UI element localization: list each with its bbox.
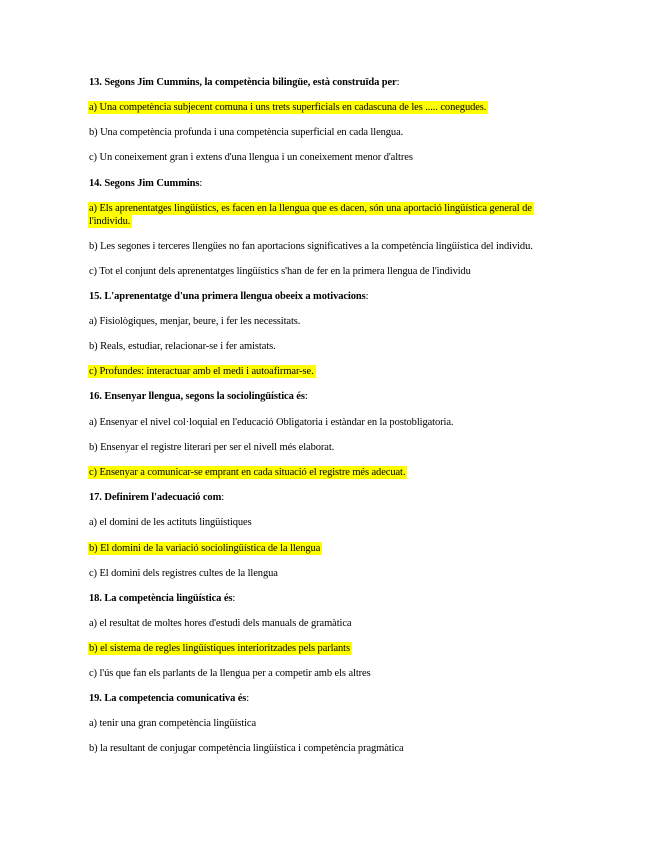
- question-17-title: 17. Definirem l'adecuació com:: [89, 492, 225, 503]
- question-14-option-c: c) Tot el conjunt dels aprenentatges lingüístics s'han de fer en la primera llengua de l'individu: [89, 266, 471, 277]
- question-13-title: 13. Segons Jim Cummins, la competència bilingüe, està construïda per:: [89, 77, 400, 88]
- question-16-option-c: c) Ensenyar a comunicar-se emprant en cada situació el registre més adecuat.: [89, 467, 406, 478]
- question-18-title: 18. La competència lingüística és:: [89, 593, 236, 604]
- question-15-option-a: a) Fisiològiques, menjar, beure, i fer les necessitats.: [89, 316, 301, 327]
- question-13-option-c: c) Un coneixement gran i extens d'una llengua i un coneixement menor d'altres: [89, 152, 413, 163]
- question-14-option-a: a) Els aprenentatges lingüístics, es facen en la llengua que es dacen, són una aportació lingüística general de l'individu.: [89, 203, 532, 227]
- question-16-option-b: b) Ensenyar el registre literari per ser el nivell més elaborat.: [89, 442, 335, 453]
- question-15-option-b: b) Reals, estudiar, relacionar-se i fer amistats.: [89, 341, 276, 352]
- question-17-option-c: c) El domini dels registres cultes de la llengua: [89, 568, 278, 579]
- question-13-option-b: b) Una competència profunda i una competència superficial en cada llengua.: [89, 127, 404, 138]
- question-16-option-a: a) Ensenyar el nivel col·loquial en l'educació Obligatoria i estàndar en la postobligatoria.: [89, 417, 454, 428]
- question-15-title: 15. L'aprenentatge d'una primera llengua obeeix a motivacions:: [89, 291, 369, 302]
- question-14-title: 14. Segons Jim Cummins:: [89, 178, 203, 189]
- question-18-option-a: a) el resultat de moltes hores d'estudi dels manuals de gramàtica: [89, 618, 352, 629]
- question-19-title: 19. La competencia comunicativa és:: [89, 693, 250, 704]
- question-19-option-a: a) tenir una gran competència lingüística: [89, 718, 257, 729]
- question-16-title: 16. Ensenyar llengua, segons la sociolingüística és:: [89, 391, 308, 402]
- question-18-option-c: c) l'ús que fan els parlants de la llengua per a competir amb els altres: [89, 668, 371, 679]
- question-17-option-a: a) el domini de les actituts lingüístiques: [89, 517, 252, 528]
- question-17-option-b: b) El domini de la variació sociolingüística de la llengua: [89, 543, 321, 554]
- question-15-option-c: c) Profundes: interactuar amb el medi i autoafirmar-se.: [89, 366, 314, 377]
- question-18-option-b: b) el sistema de regles lingüístiques interioritzades pels parlants: [89, 643, 350, 654]
- question-13-option-a: a) Una competència subjecent comuna i uns trets superficials en cadascuna de les ..... conegudes.: [89, 102, 487, 113]
- question-14-option-b: b) Les segones i terceres llengües no fan aportacions significatives a la competència lingüística del individu.: [89, 241, 533, 252]
- question-19-option-b: b) la resultant de conjugar competència lingüística i competència pragmàtica: [89, 743, 404, 754]
